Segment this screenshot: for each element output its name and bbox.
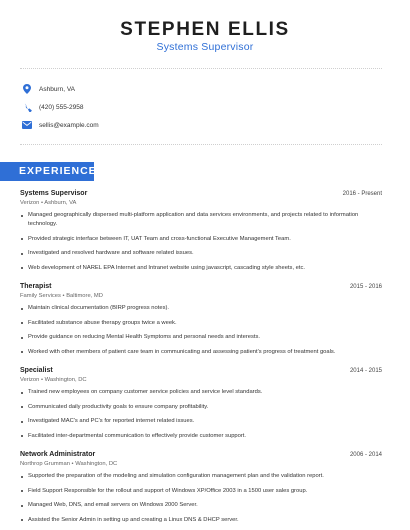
job-bullet: Provide guidance on reducing Mental Health Symptoms and personal needs and interests. (20, 333, 382, 342)
job-title: Network Administrator (20, 451, 96, 458)
job-location: Baltimore, MD (66, 293, 103, 299)
contact-location (22, 84, 75, 94)
job-bullet: Supported the preparation of the modeling and simulation configuration management plan and the validation report. (20, 472, 382, 481)
job-bullet: Facilitated inter-departmental communication to effectively provide customer support. (20, 432, 382, 441)
job-company: Verizon (20, 377, 40, 383)
job-entry (20, 367, 382, 446)
contact-location-text: Ashburn, VA (39, 85, 76, 93)
job-bullet: Managed Web, DNS, and email servers on Windows 2000 Server. (20, 501, 382, 510)
job-bullet: Web development of NAREL EPA Internet and Intranet website using javascript, cascading style sheets, etc. (20, 264, 382, 273)
job-company-line: Family Services • Baltimore, MD (20, 293, 103, 299)
job-dates: 2016 - Present (342, 191, 382, 197)
contact-email (22, 120, 99, 130)
phone-icon (22, 102, 32, 112)
map-pin-icon (22, 84, 32, 94)
job-bullet: Investigated MAC's and PC's for reported internet related issues. (20, 417, 382, 426)
job-bullets (20, 304, 382, 357)
job-company: Verizon (20, 200, 40, 206)
experience-heading: EXPERIENCE (0, 162, 94, 181)
job-title: Systems Supervisor (20, 190, 88, 197)
job-title: Specialist (20, 367, 53, 374)
job-bullet: Worked with other members of patient care team in communicating and assessing patient's progress of treatment goals. (20, 348, 382, 357)
contact-phone (22, 102, 83, 112)
job-location: Washington, DC (44, 377, 87, 383)
job-bullet: Field Support Responsible for the rollout and support of Windows XP/Office 2003 in a 1500 user sales group. (20, 487, 382, 496)
job-entry (20, 451, 382, 530)
job-title: Therapist (20, 283, 52, 290)
job-entry (20, 283, 382, 362)
job-entry (20, 190, 382, 278)
job-bullet: Investigated and resolved hardware and software related issues. (20, 249, 382, 258)
job-bullet: Facilitated substance abuse therapy groups twice a week. (20, 319, 382, 328)
job-bullets (20, 388, 382, 441)
job-dates: 2014 - 2015 (349, 368, 382, 374)
contact-phone-text: (420) 555-2958 (39, 103, 84, 111)
job-company-line: Verizon • Washington, DC (20, 377, 87, 383)
email-icon (22, 120, 32, 130)
job-bullet: Managed geographically dispersed multi-platform application and data services environments, and projects related to information technology. (20, 211, 382, 229)
job-company-line: Verizon • Ashburn, VA (20, 200, 77, 206)
job-bullet: Provided strategic interface between IT, UAT Team and cross-functional Executive Management Team. (20, 235, 382, 244)
contact-email-text: sellis@example.com (39, 121, 99, 129)
job-company: Northrop Grumman (20, 461, 70, 467)
job-bullet: Assisted the Senior Admin in setting up and creating a Linux DNS & DHCP server. (20, 516, 382, 525)
job-bullet: Trained new employees on company customer service policies and service level standards. (20, 388, 382, 397)
divider-top (20, 68, 382, 69)
job-bullets (20, 211, 382, 273)
job-company: Family Services (20, 293, 61, 299)
job-location: Washington, DC (75, 461, 118, 467)
job-bullet: Maintain clinical documentation (BIRP progress notes). (20, 304, 382, 313)
job-bullets (20, 472, 382, 525)
job-bullet: Communicated daily productivity goals to ensure company profitability. (20, 403, 382, 412)
job-dates: 2006 - 2014 (349, 452, 382, 458)
divider-bottom (20, 144, 382, 145)
candidate-title: Systems Supervisor (156, 41, 254, 53)
job-dates: 2015 - 2016 (349, 284, 382, 290)
candidate-name: STEPHEN ELLIS (120, 19, 290, 40)
job-location: Ashburn, VA (44, 200, 77, 206)
job-company-line: Northrop Grumman • Washington, DC (20, 461, 118, 467)
